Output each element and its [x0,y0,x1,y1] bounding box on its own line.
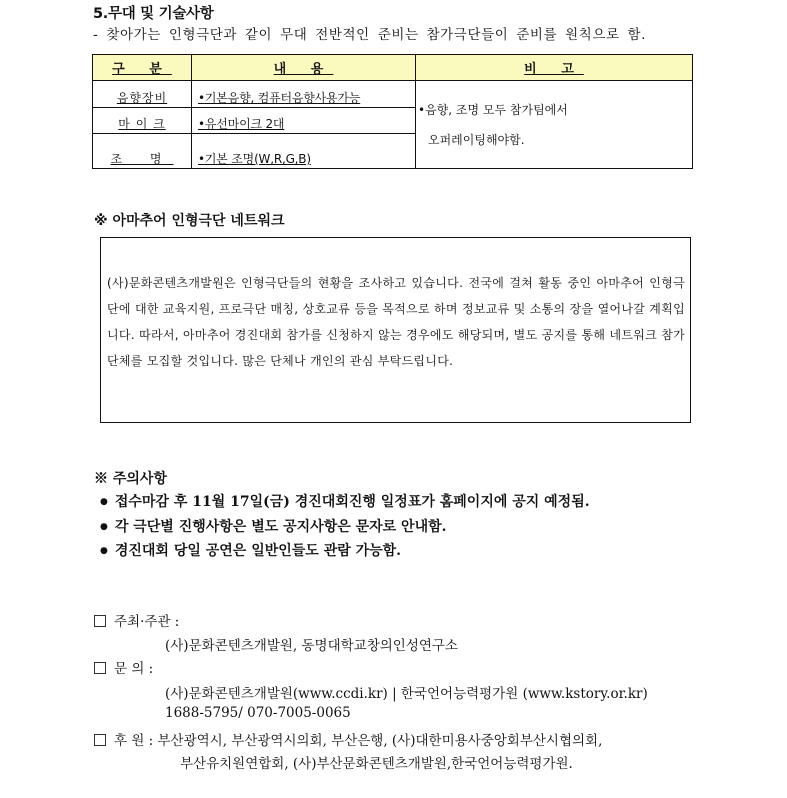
notice-item: ● 각 극단별 진행사항은 별도 공지사항은 문자로 안내함. [100,515,590,540]
row-content [192,108,416,134]
notice-list [100,490,590,564]
section-title: 5.무대 및 기술사항 [93,6,214,22]
note-line-1: • 음향, 조명 모두 참가팀에서 [418,95,692,125]
checkbox-square-icon [94,662,106,674]
sponsor-label: 후 원 : [114,733,154,749]
header-content: 내 용 [192,55,416,81]
stage-tech-table [92,54,693,169]
section-subtitle: - 찾아가는 인형극단과 같이 무대 전반적인 준비는 참가극단들이 준비를 원칙으로 함. [93,27,647,43]
host-label: 주최·주관 : [114,614,180,630]
inquiry-value: (사)문화콘텐츠개발원(www.ccdi.kr) | 한국언어능력평가원 (www.kstory.or.kr) [165,686,648,702]
row-content-text: • 기본 조명(W,R,G,B) [198,152,311,166]
header-note: 비 고 [416,55,693,81]
row-content [192,134,416,169]
sponsor-line-1: 부산광역시, 부산광역시의회, 부산은행, (사)대한미용사중앙회부산시협의회, [157,733,603,749]
notice-title: ※ 주의사항 [94,471,167,487]
network-box [100,237,691,423]
checkbox-square-icon [94,615,106,627]
checkbox-square-icon [94,734,106,746]
note-cell [416,81,693,169]
network-title: ※ 아마추어 인형극단 네트워크 [94,213,285,229]
header-category: 구 분 [93,55,192,81]
host-value: (사)문화콘텐츠개발원, 동명대학교창의인성연구소 [165,638,458,654]
row-category: 음향장비 [93,81,192,108]
row-content-text: • 유선마이크 2대 [198,117,284,131]
note-line-2: 오퍼레이팅해야함. [428,132,525,147]
row-category: 마 이 크 [93,108,192,134]
row-content [192,81,416,108]
inquiry-phone: 1688-5795/ 070-7005-0065 [165,705,351,721]
host-row [94,610,179,630]
row-content-text: • 기본음향, 컴퓨터음향사용가능 [198,91,360,105]
table-row [93,81,693,108]
notice-item: ● 접수마감 후 11월 17일(금) 경진대회진행 일정표가 홈페이지에 공지 예정됨. [100,490,590,515]
sponsor-row [94,729,602,749]
inquiry-label: 문 의 : [114,661,154,677]
network-body: (사)문화콘텐츠개발원은 인형극단들의 현황을 조사하고 있습니다. 전국에 걸쳐 활동 중인 아마추어 인형극단에 대한 교육지원, 프로극단 매칭, 상호교류 등을 목적으로 하며 정보교류 및 소통의 장을 열어나갈 계획입니다. 따라서, 아마추어 경진대회 참가를 신청하지 않는 경우에도 해당되며, 별도 공지를 통해 네트워크 참가단체를 모집할 것입니다. 많은 단체나 개인의 관심 부탁드립니다. [107,276,685,368]
notice-item: ● 경진대회 당일 공연은 일반인들도 관람 가능함. [100,539,590,564]
inquiry-row [94,657,153,677]
sponsor-line-2: 부산유치원연합회, (사)부산문화콘텐츠개발원,한국언어능력평가원. [180,756,573,772]
row-category: 조 명 [93,134,192,169]
